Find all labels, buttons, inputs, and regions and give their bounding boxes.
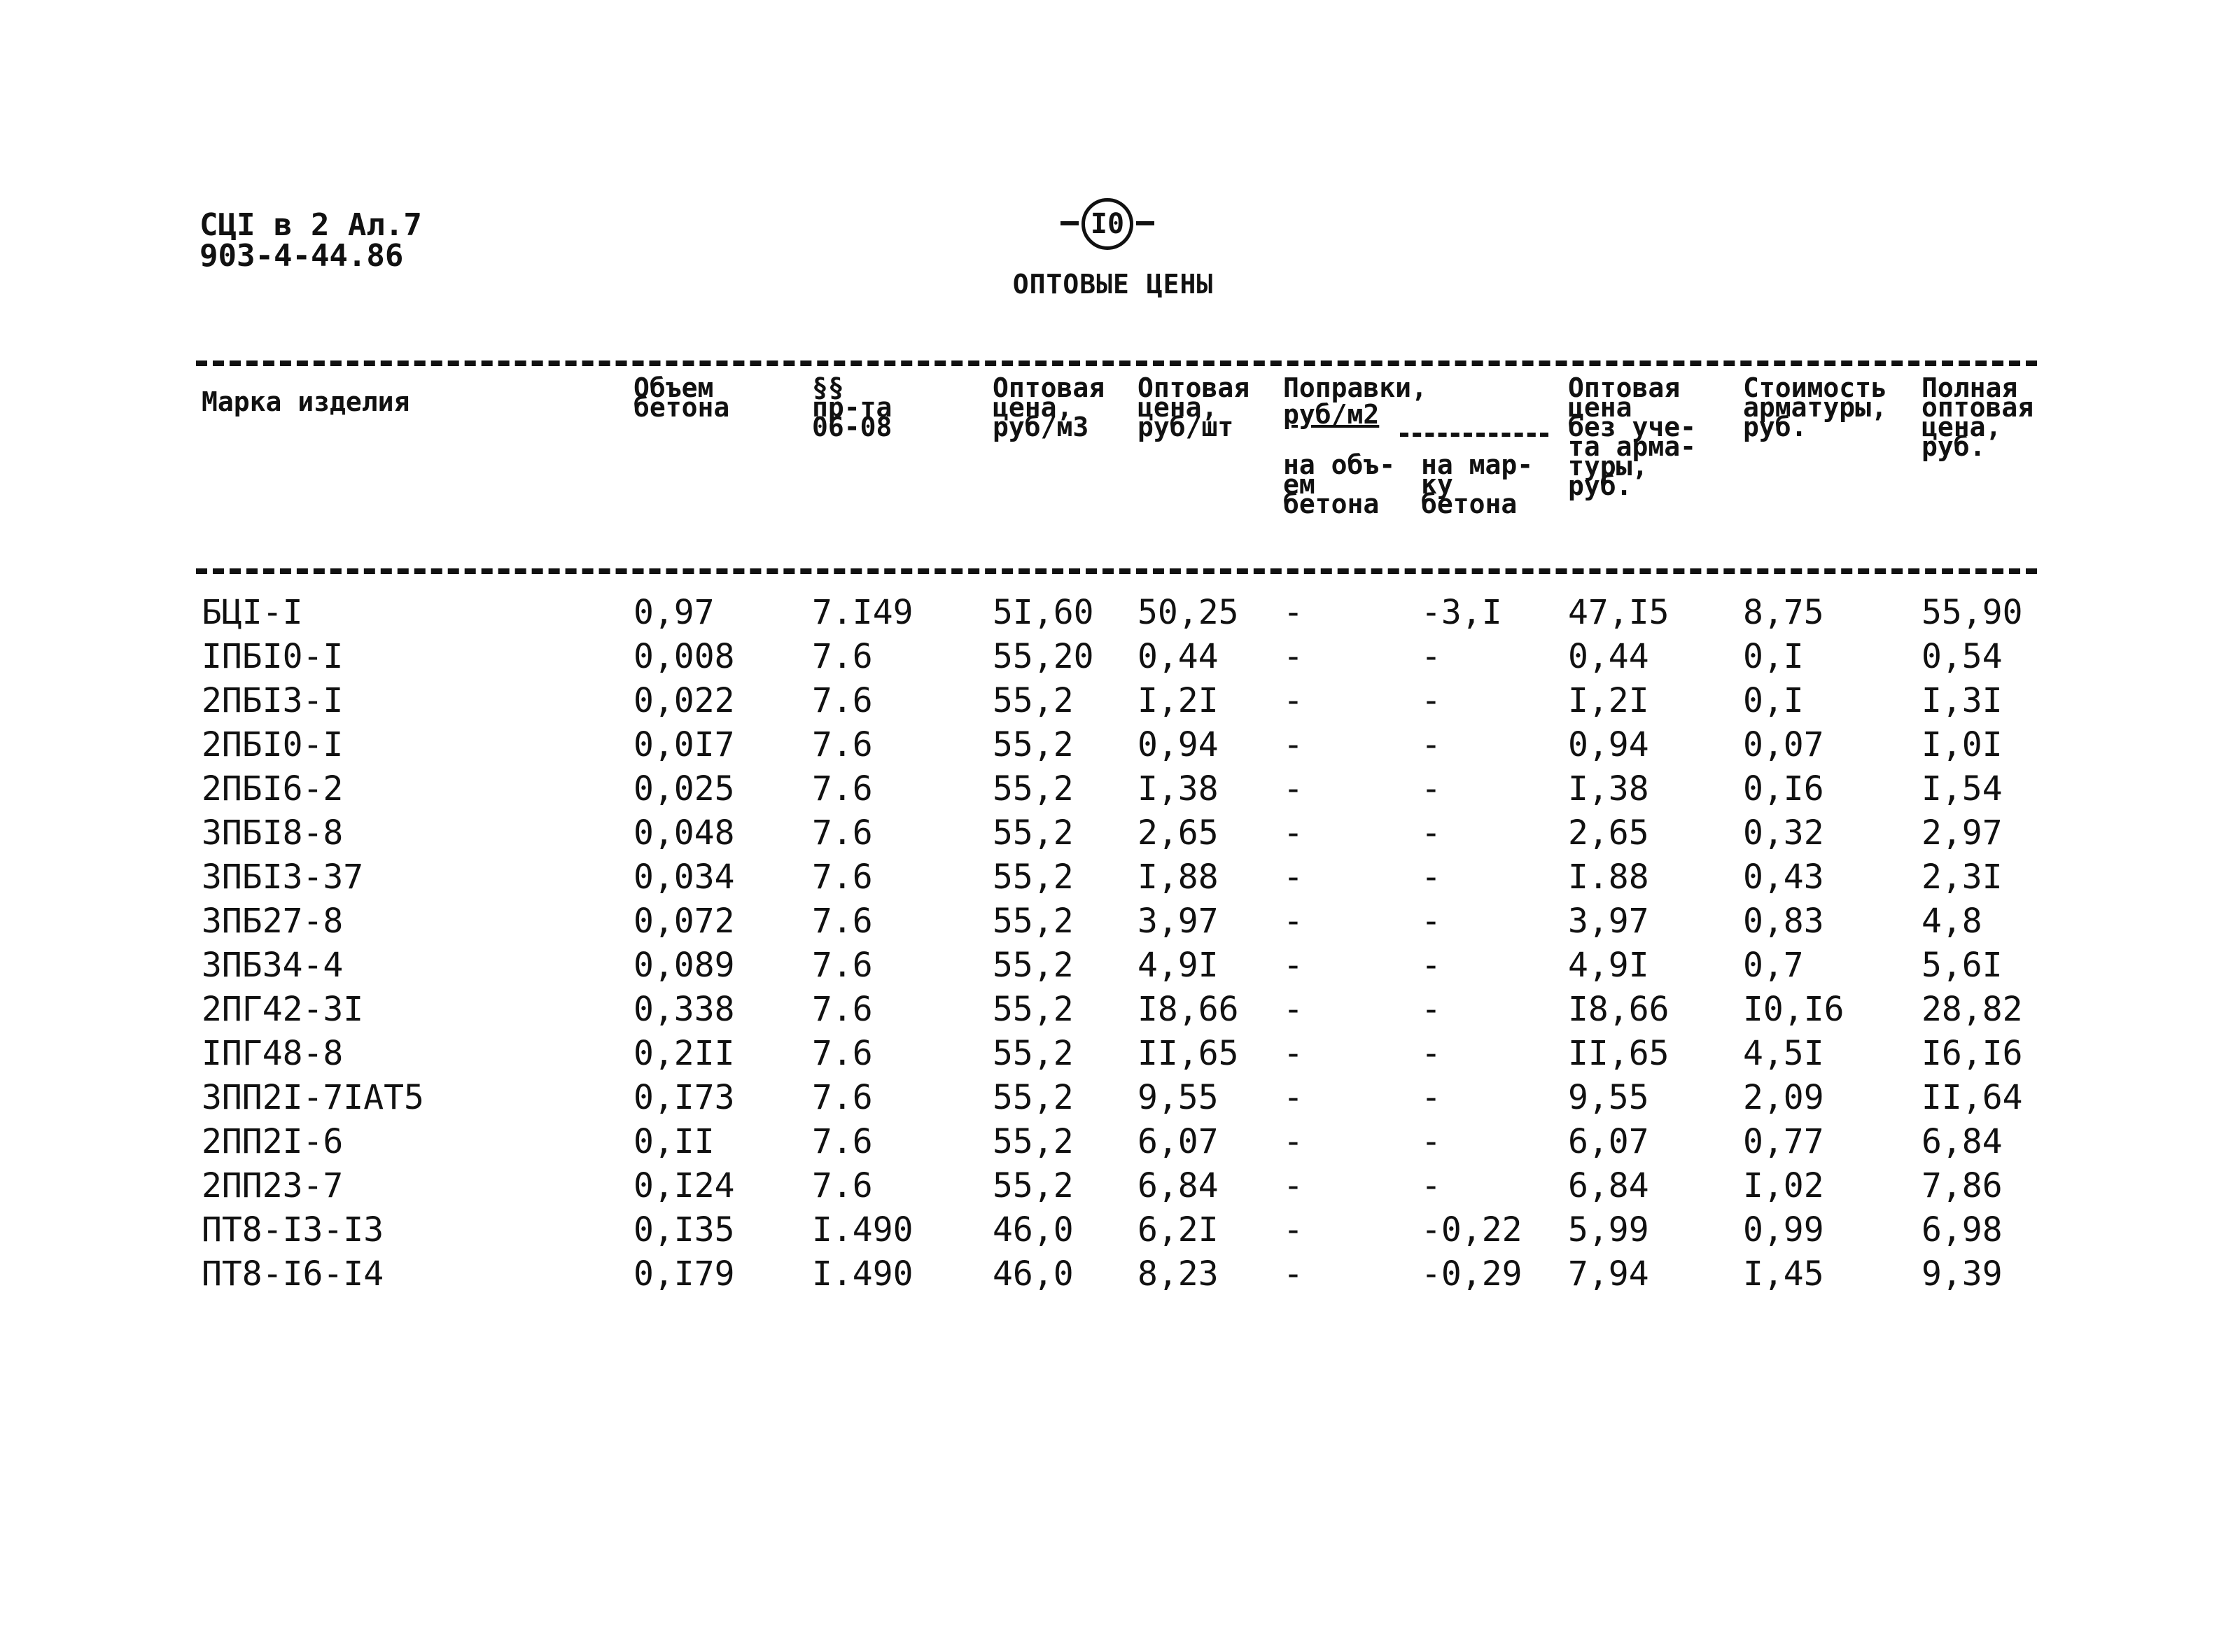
cell-volume: 0,2II: [634, 1034, 735, 1073]
cell-price-m3: 55,2: [993, 769, 1074, 808]
cell-mark: 3ПБI3-37: [202, 858, 364, 897]
cell-paragraph: 7.6: [812, 858, 873, 897]
cell-corr-volume: -: [1283, 813, 1303, 853]
page-number-dash-right: [1136, 221, 1154, 225]
table-row: [0, 856, 2233, 898]
document-reference-line-1: СЦI в 2 Ал.7: [200, 207, 422, 243]
cell-corr-volume: -: [1283, 858, 1303, 897]
cell-full-price: 2,3I: [1921, 858, 2003, 897]
cell-price-no-rebar: 6,84: [1568, 1166, 1649, 1205]
header-mark: Марка изделия: [202, 386, 410, 417]
header-corrections: Поправки,: [1283, 372, 1427, 403]
cell-price-pc: 50,25: [1138, 593, 1239, 632]
table-row: [0, 768, 2233, 810]
cell-price-pc: I,38: [1138, 769, 1219, 808]
cell-price-no-rebar: I.88: [1568, 858, 1649, 897]
cell-rebar-cost: 0,83: [1743, 902, 1824, 941]
cell-full-price: 0,54: [1921, 637, 2003, 676]
header-paragraph: §§ пр-та 06-08: [812, 372, 892, 442]
cell-corr-volume: -: [1283, 593, 1303, 632]
cell-rebar-cost: 2,09: [1743, 1078, 1824, 1117]
cell-price-pc: I,2I: [1138, 681, 1219, 720]
table-top-rule: [196, 360, 2037, 366]
cell-corr-grade: -: [1421, 769, 1441, 808]
cell-full-price: 9,39: [1921, 1254, 2003, 1294]
cell-paragraph: 7.I49: [812, 593, 913, 632]
cell-mark: 2ПП23-7: [202, 1166, 344, 1205]
cell-volume: 0,034: [634, 858, 735, 897]
cell-price-pc: I,88: [1138, 858, 1219, 897]
cell-full-price: 2,97: [1921, 813, 2003, 853]
cell-price-no-rebar: 9,55: [1568, 1078, 1649, 1117]
cell-mark: 2ПГ42-3I: [202, 990, 364, 1029]
table-row: [0, 680, 2233, 722]
cell-corr-volume: -: [1283, 769, 1303, 808]
cell-price-pc: 6,84: [1138, 1166, 1219, 1205]
table-row: [0, 1077, 2233, 1119]
table-row: [0, 988, 2233, 1030]
cell-price-m3: 55,2: [993, 1034, 1074, 1073]
table-row: [0, 1121, 2233, 1163]
cell-price-pc: 0,94: [1138, 725, 1219, 764]
cell-full-price: 7,86: [1921, 1166, 2003, 1205]
cell-paragraph: I.490: [812, 1254, 913, 1294]
cell-corr-grade: -: [1421, 902, 1441, 941]
cell-rebar-cost: 0,77: [1743, 1122, 1824, 1161]
cell-price-pc: 9,55: [1138, 1078, 1219, 1117]
cell-rebar-cost: 4,5I: [1743, 1034, 1824, 1073]
cell-rebar-cost: 0,7: [1743, 946, 1804, 985]
cell-price-no-rebar: 5,99: [1568, 1210, 1649, 1250]
cell-price-no-rebar: 4,9I: [1568, 946, 1649, 985]
cell-mark: 2ПБI0-I: [202, 725, 344, 764]
cell-rebar-cost: 0,32: [1743, 813, 1824, 853]
cell-price-m3: 46,0: [993, 1254, 1074, 1294]
header-price-m3: Оптовая цена, руб/м3: [993, 372, 1105, 442]
cell-rebar-cost: 8,75: [1743, 593, 1824, 632]
cell-corr-grade: -: [1421, 637, 1441, 676]
cell-corr-volume: -: [1283, 990, 1303, 1029]
table-row: [0, 812, 2233, 854]
cell-volume: 0,I35: [634, 1210, 735, 1250]
cell-price-m3: 55,2: [993, 725, 1074, 764]
cell-mark: 2ПП2I-6: [202, 1122, 344, 1161]
cell-corr-grade: -: [1421, 946, 1441, 985]
cell-price-pc: 4,9I: [1138, 946, 1219, 985]
cell-price-no-rebar: 7,94: [1568, 1254, 1649, 1294]
cell-mark: IПБI0-I: [202, 637, 344, 676]
cell-corr-grade: -: [1421, 725, 1441, 764]
cell-mark: 2ПБI6-2: [202, 769, 344, 808]
cell-mark: 2ПБI3-I: [202, 681, 344, 720]
cell-price-pc: 2,65: [1138, 813, 1219, 853]
table-row: [0, 1253, 2233, 1295]
cell-paragraph: 7.6: [812, 637, 873, 676]
cell-corr-volume: -: [1283, 681, 1303, 720]
cell-paragraph: 7.6: [812, 902, 873, 941]
table-row: [0, 592, 2233, 634]
cell-corr-grade: -: [1421, 858, 1441, 897]
cell-paragraph: 7.6: [812, 1166, 873, 1205]
cell-corr-grade: -: [1421, 1034, 1441, 1073]
cell-corr-volume: -: [1283, 946, 1303, 985]
cell-paragraph: 7.6: [812, 813, 873, 853]
cell-paragraph: 7.6: [812, 1034, 873, 1073]
cell-price-m3: 55,2: [993, 1078, 1074, 1117]
cell-price-m3: 55,2: [993, 1122, 1074, 1161]
header-rebar-cost: Стоимость арматуры, руб.: [1743, 372, 1887, 442]
cell-price-pc: II,65: [1138, 1034, 1239, 1073]
header-corrections-divider: [1400, 433, 1548, 437]
cell-volume: 0,I73: [634, 1078, 735, 1117]
cell-corr-grade: -0,22: [1421, 1210, 1522, 1250]
cell-price-m3: 55,2: [993, 858, 1074, 897]
cell-volume: 0,0I7: [634, 725, 735, 764]
cell-volume: 0,008: [634, 637, 735, 676]
header-full-price: Полная оптовая цена, руб.: [1921, 372, 2034, 462]
cell-corr-volume: -: [1283, 902, 1303, 941]
cell-rebar-cost: 0,43: [1743, 858, 1824, 897]
table-row: [0, 1165, 2233, 1207]
cell-volume: 0,048: [634, 813, 735, 853]
cell-full-price: I,3I: [1921, 681, 2003, 720]
cell-mark: 3ПБI8-8: [202, 813, 344, 853]
cell-mark: ПТ8-I6-I4: [202, 1254, 384, 1294]
cell-volume: 0,072: [634, 902, 735, 941]
cell-paragraph: I.490: [812, 1210, 913, 1250]
cell-price-m3: 55,2: [993, 902, 1074, 941]
cell-volume: 0,022: [634, 681, 735, 720]
cell-rebar-cost: 0,I: [1743, 637, 1804, 676]
cell-price-pc: I8,66: [1138, 990, 1239, 1029]
cell-paragraph: 7.6: [812, 1122, 873, 1161]
cell-mark: ПТ8-I3-I3: [202, 1210, 384, 1250]
cell-full-price: 4,8: [1921, 902, 1982, 941]
cell-volume: 0,II: [634, 1122, 715, 1161]
cell-price-no-rebar: 0,44: [1568, 637, 1649, 676]
cell-price-m3: 55,2: [993, 946, 1074, 985]
cell-paragraph: 7.6: [812, 769, 873, 808]
cell-price-no-rebar: I,38: [1568, 769, 1649, 808]
header-price-no-rebar: Оптовая цена без уче- та арма- туры, руб.: [1568, 372, 1697, 501]
cell-price-no-rebar: II,65: [1568, 1034, 1670, 1073]
cell-price-no-rebar: I8,66: [1568, 990, 1670, 1029]
cell-price-m3: 55,2: [993, 1166, 1074, 1205]
cell-mark: 3ПП2I-7IAT5: [202, 1078, 424, 1117]
table-row: [0, 1209, 2233, 1251]
table-row: [0, 1032, 2233, 1074]
cell-corr-volume: -: [1283, 1210, 1303, 1250]
cell-corr-grade: -: [1421, 1166, 1441, 1205]
cell-rebar-cost: 0,I6: [1743, 769, 1824, 808]
cell-mark: 3ПБ34-4: [202, 946, 344, 985]
cell-full-price: I,0I: [1921, 725, 2003, 764]
document-reference-line-2: 903-4-44.86: [200, 238, 404, 274]
table-header-rule: [196, 568, 2037, 574]
cell-rebar-cost: I,02: [1743, 1166, 1824, 1205]
cell-volume: 0,025: [634, 769, 735, 808]
cell-corr-volume: -: [1283, 725, 1303, 764]
header-price-pc: Оптовая цена, руб/шт: [1138, 372, 1250, 442]
cell-full-price: 5,6I: [1921, 946, 2003, 985]
table-row: [0, 724, 2233, 766]
cell-price-pc: 6,07: [1138, 1122, 1219, 1161]
cell-volume: 0,338: [634, 990, 735, 1029]
cell-volume: 0,I24: [634, 1166, 735, 1205]
cell-price-m3: 5I,60: [993, 593, 1094, 632]
cell-price-pc: 3,97: [1138, 902, 1219, 941]
cell-full-price: 55,90: [1921, 593, 2023, 632]
cell-price-no-rebar: 3,97: [1568, 902, 1649, 941]
cell-corr-volume: -: [1283, 1034, 1303, 1073]
cell-price-no-rebar: 47,I5: [1568, 593, 1670, 632]
cell-corr-grade: -: [1421, 1122, 1441, 1161]
cell-corr-grade: -: [1421, 813, 1441, 853]
cell-corr-grade: -: [1421, 1078, 1441, 1117]
cell-paragraph: 7.6: [812, 681, 873, 720]
cell-volume: 0,97: [634, 593, 715, 632]
cell-full-price: I,54: [1921, 769, 2003, 808]
cell-corr-volume: -: [1283, 1078, 1303, 1117]
cell-full-price: 6,84: [1921, 1122, 2003, 1161]
page-number: I0: [1082, 198, 1133, 250]
cell-price-no-rebar: 2,65: [1568, 813, 1649, 853]
cell-rebar-cost: 0,07: [1743, 725, 1824, 764]
cell-corr-grade: -3,I: [1421, 593, 1502, 632]
cell-price-m3: 55,2: [993, 681, 1074, 720]
cell-price-m3: 55,20: [993, 637, 1094, 676]
cell-corr-grade: -0,29: [1421, 1254, 1522, 1294]
header-corr-grade: на мар- ку бетона: [1421, 449, 1534, 519]
cell-rebar-cost: 0,99: [1743, 1210, 1824, 1250]
cell-mark: IПГ48-8: [202, 1034, 344, 1073]
cell-price-m3: 55,2: [993, 990, 1074, 1029]
cell-full-price: I6,I6: [1921, 1034, 2023, 1073]
page-number-dash-left: [1060, 221, 1079, 225]
cell-price-m3: 55,2: [993, 813, 1074, 853]
cell-full-price: 28,82: [1921, 990, 2023, 1029]
cell-rebar-cost: I,45: [1743, 1254, 1824, 1294]
cell-rebar-cost: 0,I: [1743, 681, 1804, 720]
header-volume: Объем бетона: [634, 372, 730, 423]
cell-price-no-rebar: 0,94: [1568, 725, 1649, 764]
cell-price-pc: 0,44: [1138, 637, 1219, 676]
header-corr-volume: на объ- ем бетона: [1283, 449, 1396, 519]
header-corrections-unit: руб/м2: [1283, 399, 1380, 430]
table-row: [0, 900, 2233, 942]
cell-volume: 0,089: [634, 946, 735, 985]
table-row: [0, 944, 2233, 986]
document-title: ОПТОВЫЕ ЦЕНЫ: [1012, 269, 1214, 300]
cell-price-no-rebar: 6,07: [1568, 1122, 1649, 1161]
cell-paragraph: 7.6: [812, 990, 873, 1029]
cell-paragraph: 7.6: [812, 725, 873, 764]
cell-full-price: 6,98: [1921, 1210, 2003, 1250]
cell-corr-grade: -: [1421, 681, 1441, 720]
cell-corr-volume: -: [1283, 1254, 1303, 1294]
cell-corr-volume: -: [1283, 1166, 1303, 1205]
cell-paragraph: 7.6: [812, 1078, 873, 1117]
cell-volume: 0,I79: [634, 1254, 735, 1294]
cell-corr-volume: -: [1283, 637, 1303, 676]
cell-mark: 3ПБ27-8: [202, 902, 344, 941]
cell-price-pc: 6,2I: [1138, 1210, 1219, 1250]
cell-price-m3: 46,0: [993, 1210, 1074, 1250]
table-row: [0, 636, 2233, 678]
cell-full-price: II,64: [1921, 1078, 2023, 1117]
cell-paragraph: 7.6: [812, 946, 873, 985]
cell-rebar-cost: I0,I6: [1743, 990, 1844, 1029]
cell-corr-volume: -: [1283, 1122, 1303, 1161]
cell-mark: БЦI-I: [202, 593, 303, 632]
cell-price-pc: 8,23: [1138, 1254, 1219, 1294]
cell-price-no-rebar: I,2I: [1568, 681, 1649, 720]
cell-corr-grade: -: [1421, 990, 1441, 1029]
